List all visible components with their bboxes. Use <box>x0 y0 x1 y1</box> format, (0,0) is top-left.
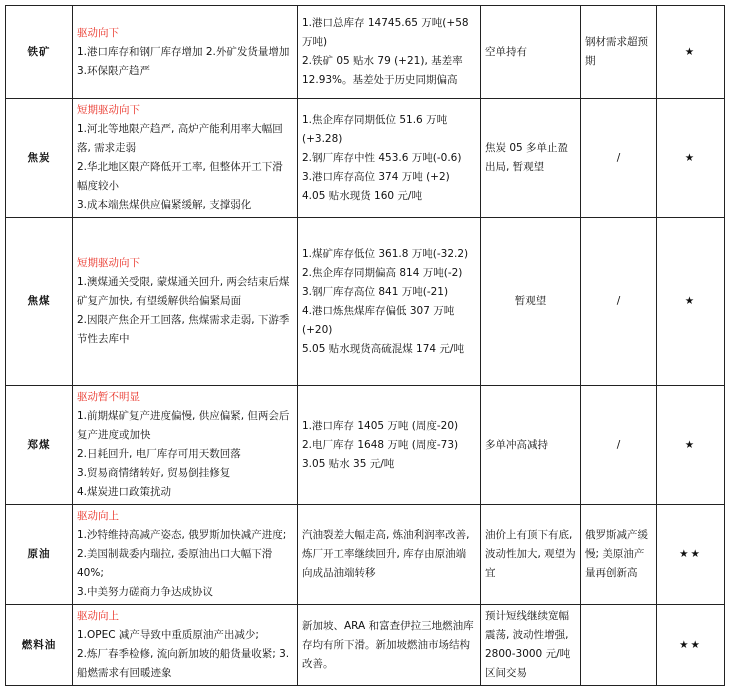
indicator-line: 2.电厂库存 1648 万吨 (周度-73) <box>302 438 459 451</box>
commodity-name: 焦炭 <box>6 99 73 218</box>
indicator-line: 5.05 贴水现货高硫混煤 174 元/吨 <box>302 342 464 355</box>
driver-cell <box>73 386 298 505</box>
table-row <box>6 99 725 218</box>
driver-line: 1.沙特维持高减产姿态, 俄罗斯加快减产进度; <box>77 529 287 541</box>
driver-line: 3.中美努力磋商力争达成协议 <box>77 586 214 598</box>
driver-cell <box>73 605 298 686</box>
indicator-line: 2.焦企库存同期偏高 814 万吨(-2) <box>302 266 463 279</box>
driver-line: 4.煤炭进口政策扰动 <box>77 486 172 498</box>
note-cell: / <box>581 99 657 218</box>
indicator-line: 4.05 贴水现货 160 元/吨 <box>302 189 422 202</box>
view-cell: 多单冲高减持 <box>481 386 581 505</box>
indicator-line: 4.港口炼焦煤库存偏低 307 万吨(+20) <box>302 304 455 336</box>
commodity-name: 郑煤 <box>6 386 73 505</box>
driver-line: 3.贸易商情绪转好, 贸易倒挂修复 <box>77 467 231 479</box>
rating-stars: ★★ <box>657 605 725 686</box>
indicator-cell <box>298 218 481 386</box>
driver-cell <box>73 6 298 99</box>
note-cell <box>581 605 657 686</box>
commodity-name: 燃料油 <box>6 605 73 686</box>
rating-stars: ★ <box>657 6 725 99</box>
driver-line: 1.河北等地限产趋严, 高炉产能利用率大幅回落, 需求走弱 <box>77 123 283 154</box>
table-row <box>6 605 725 686</box>
indicator-line: 1.焦企库存同期低位 51.6 万吨(+3.28) <box>302 113 448 145</box>
indicator-line: 3.05 贴水 35 元/吨 <box>302 457 395 470</box>
driver-line: 1.澳煤通关受限, 蒙煤通关回升, 两会结束后煤矿复产加快, 有望缓解供给偏紧局面 <box>77 276 290 307</box>
indicator-line: 1.港口库存 1405 万吨 (周度-20) <box>302 419 459 432</box>
driver-direction: 驱动暂不明显 <box>77 391 140 403</box>
driver-line: 1.港口库存和钢厂库存增加 2.外矿发货量增加 3.环保限产趋严 <box>77 45 290 77</box>
indicator-line: 2.铁矿 05 贴水 79 (+21), 基差率 12.93%。基差处于历史同期偏高 <box>302 55 463 86</box>
rating-stars: ★★ <box>657 505 725 605</box>
rating-stars: ★ <box>657 218 725 386</box>
view-cell: 预计短线继续宽幅震荡, 波动性增强, 2800-3000 元/吨区间交易 <box>481 605 581 686</box>
driver-line: 2.炼厂春季检修, 流向新加坡的船货量收紧; 3.船燃需求有回暖迹象 <box>77 648 290 679</box>
rating-stars: ★ <box>657 99 725 218</box>
driver-direction: 驱动向上 <box>77 610 119 622</box>
view-cell: 空单持有 <box>481 6 581 99</box>
indicator-cell <box>298 99 481 218</box>
driver-line: 2.因限产焦企开工回落, 焦煤需求走弱, 下游季节性去库中 <box>77 314 290 345</box>
note-cell: 钢材需求超预期 <box>581 6 657 99</box>
table-row <box>6 218 725 386</box>
driver-cell <box>73 505 298 605</box>
driver-line: 1.OPEC 减产导致中重质原油产出减少; <box>77 629 259 641</box>
indicator-line: 汽油裂差大幅走高, 炼油利润率改善, 炼厂开工率继续回升, 库存由原油端向成品油端转移 <box>302 529 470 579</box>
table-row <box>6 386 725 505</box>
note-cell: / <box>581 218 657 386</box>
driver-cell <box>73 218 298 386</box>
driver-direction: 短期驱动向下 <box>77 257 140 269</box>
driver-line: 2.美国制裁委内瑞拉, 委原油出口大幅下滑 40%; <box>77 548 273 579</box>
indicator-cell <box>298 505 481 605</box>
commodity-name: 原油 <box>6 505 73 605</box>
driver-direction: 驱动向上 <box>77 510 119 522</box>
indicator-line: 1.港口总库存 14745.65 万吨(+58 万吨) <box>302 17 469 48</box>
driver-direction: 短期驱动向下 <box>77 104 140 116</box>
table-row <box>6 6 725 99</box>
driver-line: 1.前期煤矿复产进度偏慢, 供应偏紧, 但两会后复产进度或加快 <box>77 410 290 441</box>
indicator-cell <box>298 605 481 686</box>
commodity-outlook-table <box>5 5 725 686</box>
note-cell: 俄罗斯减产缓慢; 美原油产量再创新高 <box>581 505 657 605</box>
indicator-line: 2.钢厂库存中性 453.6 万吨(-0.6) <box>302 151 462 164</box>
view-cell: 焦炭 05 多单止盈出局, 暂观望 <box>481 99 581 218</box>
driver-line: 2.华北地区限产降低开工率, 但整体开工下滑幅度较小 <box>77 161 283 192</box>
rating-stars: ★ <box>657 386 725 505</box>
driver-line: 2.日耗回升, 电厂库存可用天数回落 <box>77 448 241 460</box>
driver-cell <box>73 99 298 218</box>
indicator-line: 新加坡、ARA 和富查伊拉三地燃油库存均有所下滑。新加坡燃油市场结构改善。 <box>302 619 474 670</box>
indicator-line: 3.港口库存高位 374 万吨 (+2) <box>302 170 450 183</box>
commodity-name: 铁矿 <box>6 6 73 99</box>
view-cell: 油价上有顶下有底, 波动性加大, 观望为宜 <box>481 505 581 605</box>
view-cell: 暂观望 <box>481 218 581 386</box>
indicator-line: 3.钢厂库存高位 841 万吨(-21) <box>302 285 449 298</box>
commodity-name: 焦煤 <box>6 218 73 386</box>
table-row <box>6 505 725 605</box>
note-cell: / <box>581 386 657 505</box>
indicator-cell <box>298 6 481 99</box>
driver-line: 3.成本端焦煤供应偏紧缓解, 支撑弱化 <box>77 199 252 211</box>
indicator-line: 1.煤矿库存低位 361.8 万吨(-32.2) <box>302 247 469 260</box>
driver-direction: 驱动向下 <box>77 26 119 39</box>
indicator-cell <box>298 386 481 505</box>
